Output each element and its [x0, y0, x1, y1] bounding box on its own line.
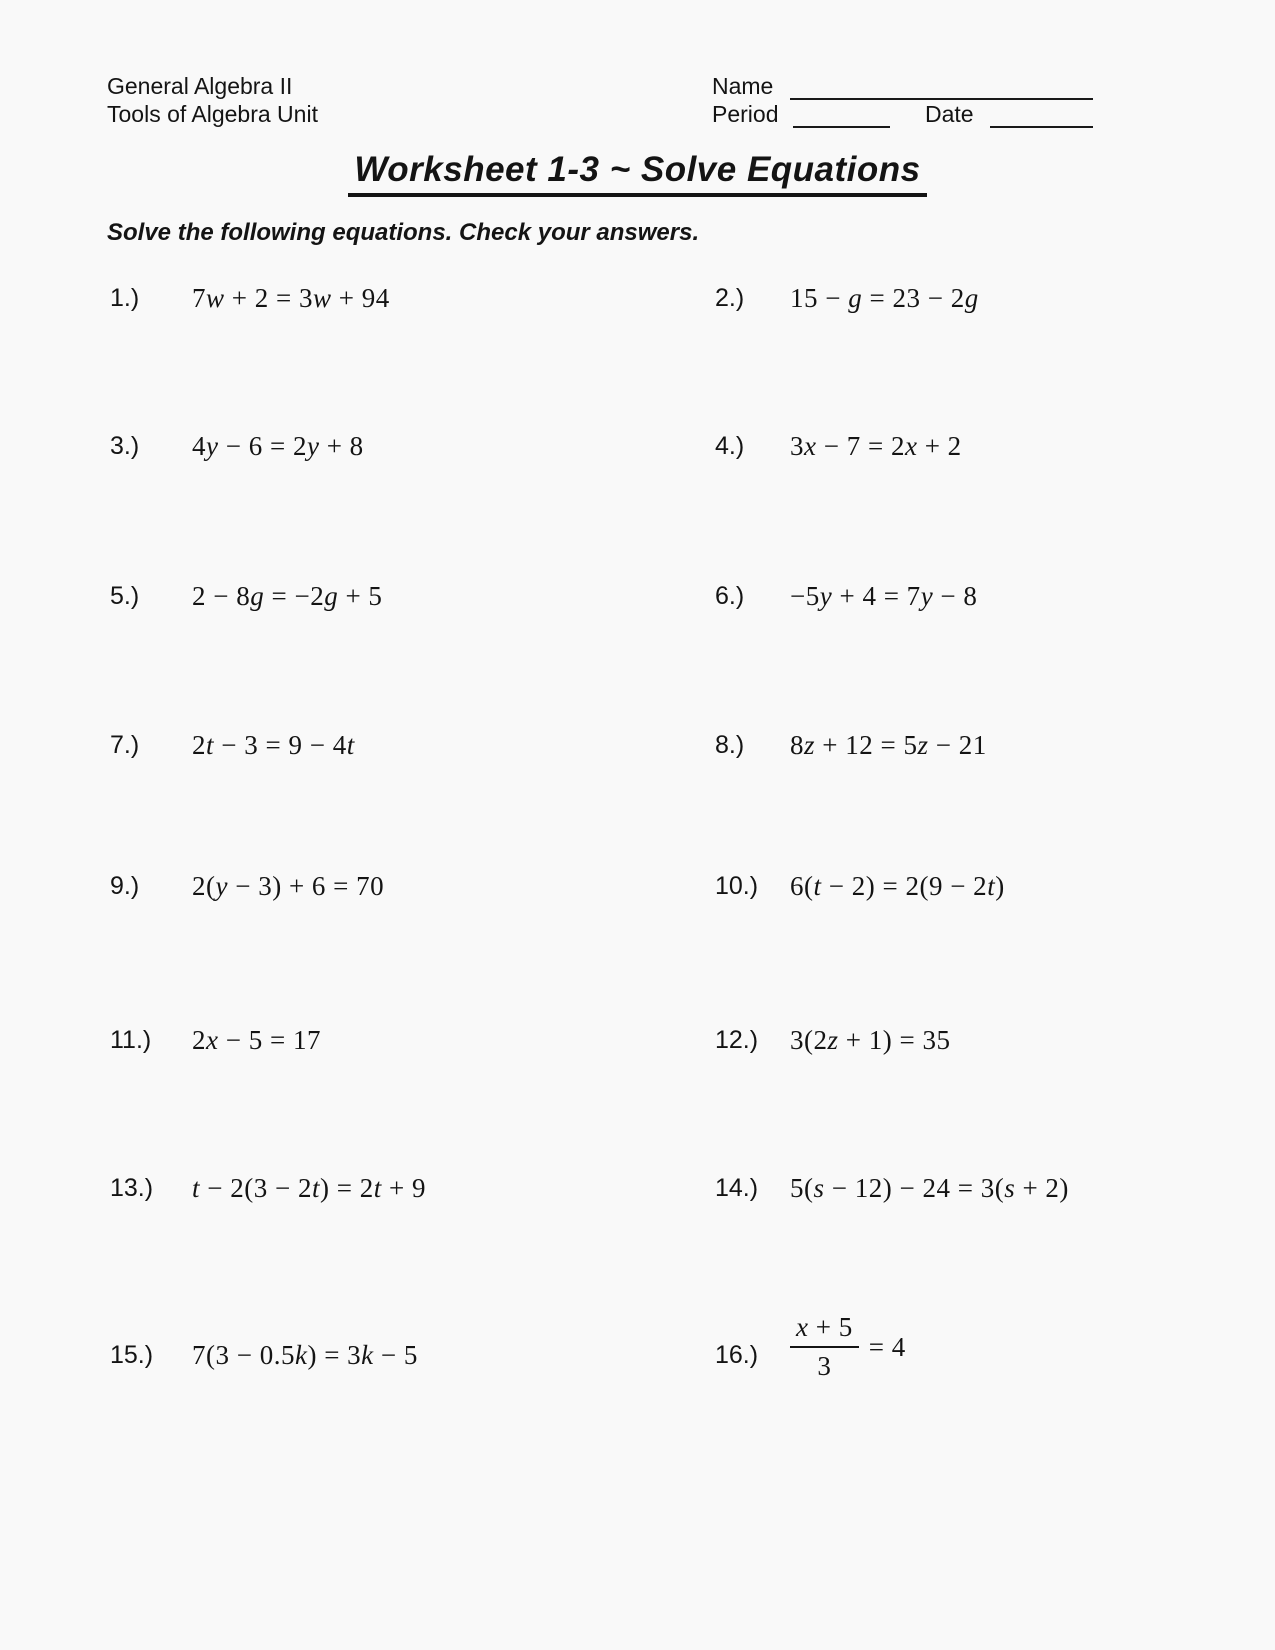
problem-3-number: 3.): [110, 432, 140, 460]
problem-14-equation: 5(s − 12) − 24 = 3(s + 2): [790, 1173, 1069, 1203]
problem-15-number: 15.): [110, 1341, 154, 1369]
problem-6-number: 6.): [715, 582, 745, 610]
title-row: [0, 150, 1275, 197]
problem-7-number: 7.): [110, 731, 140, 759]
date-line: [990, 102, 1093, 128]
page-title: Worksheet 1-3 ~ Solve Equations: [348, 150, 926, 197]
period-label: Period: [712, 101, 779, 127]
fraction-denominator: 3: [817, 1351, 832, 1381]
problem-13-equation: t − 2(3 − 2t) = 2t + 9: [192, 1173, 426, 1203]
problem-14-number: 14.): [715, 1174, 759, 1202]
problem-12-number: 12.): [715, 1026, 759, 1054]
fraction: [790, 1312, 859, 1382]
problem-5-equation: 2 − 8g = −2g + 5: [192, 581, 383, 611]
problem-7-equation: 2t − 3 = 9 − 4t: [192, 730, 355, 760]
problem-10-number: 10.): [715, 872, 759, 900]
problem-16-equation: [790, 1312, 906, 1382]
problem-2-number: 2.): [715, 284, 745, 312]
problem-1-equation: 7w + 2 = 3w + 94: [192, 283, 390, 313]
problem-9-number: 9.): [110, 872, 140, 900]
problem-11-number: 11.): [110, 1026, 152, 1054]
problem-1-number: 1.): [110, 284, 140, 312]
problem-16-number: 16.): [715, 1341, 759, 1369]
date-label: Date: [925, 101, 974, 127]
problem-12-equation: 3(2z + 1) = 35: [790, 1025, 951, 1055]
problem-5-number: 5.): [110, 582, 140, 610]
name-label: Name: [712, 73, 774, 99]
problem-8-equation: 8z + 12 = 5z − 21: [790, 730, 987, 760]
problem-15-equation: 7(3 − 0.5k) = 3k − 5: [192, 1340, 418, 1370]
period-line: [793, 102, 890, 128]
problem-10-equation: 6(t − 2) = 2(9 − 2t): [790, 871, 1005, 901]
problem-2-equation: 15 − g = 23 − 2g: [790, 283, 979, 313]
course-name: General Algebra II: [107, 73, 293, 99]
problem-6-equation: −5y + 4 = 7y − 8: [790, 581, 978, 611]
problem-4-equation: 3x − 7 = 2x + 2: [790, 431, 962, 461]
name-line: [790, 74, 1093, 100]
fraction-numerator: x + 5: [796, 1312, 853, 1342]
problem-13-number: 13.): [110, 1174, 154, 1202]
instructions: Solve the following equations. Check your answers.: [107, 219, 700, 246]
fraction-rhs: = 4: [868, 1331, 906, 1362]
problem-9-equation: 2(y − 3) + 6 = 70: [192, 871, 385, 901]
problem-3-equation: 4y − 6 = 2y + 8: [192, 431, 364, 461]
problem-8-number: 8.): [715, 731, 745, 759]
unit-name: Tools of Algebra Unit: [107, 101, 318, 127]
problem-11-equation: 2x − 5 = 17: [192, 1025, 321, 1055]
fraction-bar: [790, 1346, 859, 1348]
problem-4-number: 4.): [715, 432, 745, 460]
